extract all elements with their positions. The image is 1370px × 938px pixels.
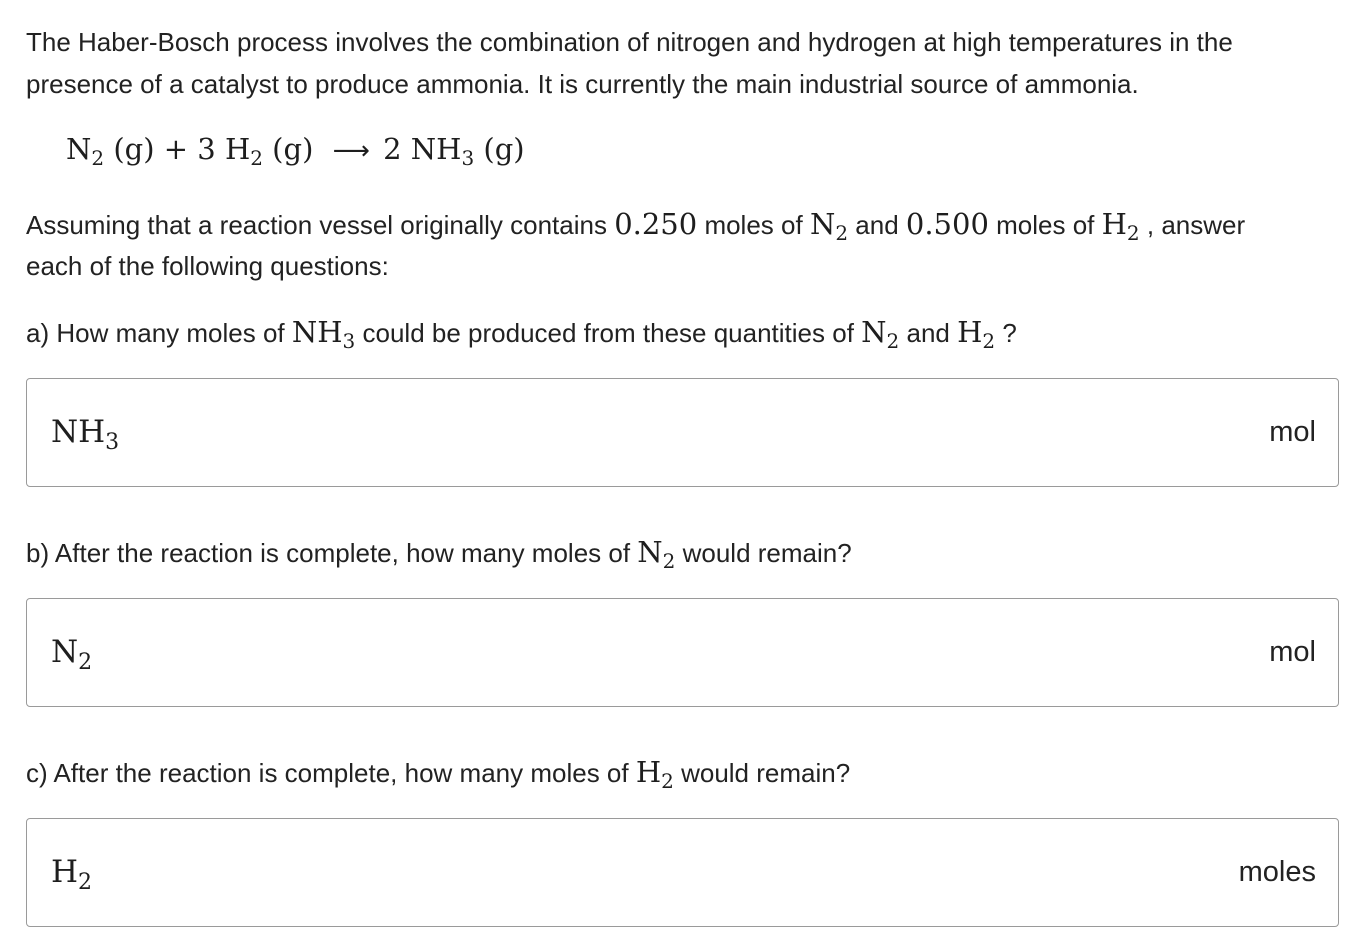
n2-formula-symbol: N <box>809 207 836 241</box>
question-b-text-2: would remain? <box>675 538 852 568</box>
answer-a-unit: mol <box>1269 416 1316 448</box>
question-a-n2-subscript: 2 <box>886 329 900 353</box>
n2-formula-subscript: 2 <box>835 221 849 245</box>
question-a-h2 <box>957 315 996 353</box>
answer-c-label-subscript: 2 <box>78 870 93 895</box>
question-b-text-1: b) After the reaction is complete, how many moles of <box>26 538 638 568</box>
assumption-text-5: , answer <box>1139 210 1246 240</box>
equation-n2: N <box>66 132 92 166</box>
assumption-text-4: moles of <box>988 210 1102 240</box>
assumption-line-2: each of the following questions: <box>26 251 389 281</box>
equation-h2-state: (g) <box>262 132 323 166</box>
reaction-arrow-icon: ⟶ <box>332 136 370 166</box>
h2-formula-subscript: 2 <box>1126 221 1140 245</box>
h2-formula-symbol: H <box>1101 207 1127 241</box>
question-a-text-4: ? <box>995 318 1017 348</box>
assumption-text-1: Assuming that a reaction vessel originally contains <box>26 210 615 240</box>
question-a-nh3-subscript: 3 <box>342 329 356 353</box>
answer-a-box[interactable] <box>26 378 1339 487</box>
question-c-h2-subscript: 2 <box>661 769 674 793</box>
assumption-text-2: moles of <box>697 210 810 240</box>
question-c <box>26 751 850 794</box>
answer-b-label <box>51 631 92 673</box>
intro-line-1: The Haber-Bosch process involves the combination of nitrogen and hydrogen at high temperatures in the <box>26 27 1233 57</box>
answer-a-label-subscript: 3 <box>105 430 120 455</box>
question-a-text-1: a) How many moles of <box>26 318 292 348</box>
n2-initial-amount: 0.250 <box>614 207 698 241</box>
answer-c-label-symbol: H <box>51 854 79 890</box>
equation-h2: H <box>224 132 251 166</box>
question-c-h2-symbol: H <box>635 755 662 789</box>
answer-a-label <box>51 411 119 453</box>
equation-nh3-state: (g) <box>474 132 525 166</box>
h2-initial-amount: 0.500 <box>905 207 989 241</box>
reaction-equation <box>66 128 525 172</box>
question-a-nh3 <box>291 315 356 353</box>
answer-c-input[interactable] <box>167 849 1218 897</box>
question-a-n2 <box>861 315 900 353</box>
answer-b-box[interactable] <box>26 598 1339 707</box>
question-a-text-2: could be produced from these quantities of <box>355 318 862 348</box>
n2-formula <box>809 207 849 245</box>
intro-line-2: presence of a catalyst to produce ammonia. It is currently the main industrial source of ammonia. <box>26 69 1139 99</box>
question-a-n2-symbol: N <box>861 315 887 349</box>
question-c-text-1: c) After the reaction is complete, how many moles of <box>26 758 636 788</box>
question-a-h2-symbol: H <box>957 315 983 349</box>
answer-b-unit: mol <box>1269 636 1316 668</box>
question-a-text-3: and <box>899 318 958 348</box>
answer-c-label <box>51 851 92 893</box>
question-b-n2 <box>637 535 676 573</box>
question-b-n2-symbol: N <box>637 535 663 569</box>
equation-n2-subscript: 2 <box>91 146 105 170</box>
equation-n2-state: (g) + 3 <box>104 132 225 166</box>
answer-a-label-symbol: NH <box>51 414 106 450</box>
answer-c-unit: moles <box>1238 856 1316 888</box>
question-a-h2-subscript: 2 <box>982 329 996 353</box>
equation-nh3: 2 NH <box>373 132 462 166</box>
question-a <box>26 311 1017 354</box>
answer-b-label-symbol: N <box>51 634 79 670</box>
answer-c-box[interactable] <box>26 818 1339 927</box>
answer-a-input[interactable] <box>167 409 1218 457</box>
question-b <box>26 531 852 574</box>
h2-formula <box>1101 207 1140 245</box>
answer-b-input[interactable] <box>167 629 1218 677</box>
question-b-n2-subscript: 2 <box>662 549 676 573</box>
equation-nh3-subscript: 3 <box>461 146 475 170</box>
question-c-h2 <box>635 755 674 793</box>
answer-b-label-subscript: 2 <box>78 650 93 675</box>
equation-h2-subscript: 2 <box>250 146 263 170</box>
question-a-nh3-symbol: NH <box>291 315 343 349</box>
assumption-line-1 <box>26 203 1245 246</box>
assumption-text-3: and <box>848 210 906 240</box>
question-c-text-2: would remain? <box>673 758 851 788</box>
